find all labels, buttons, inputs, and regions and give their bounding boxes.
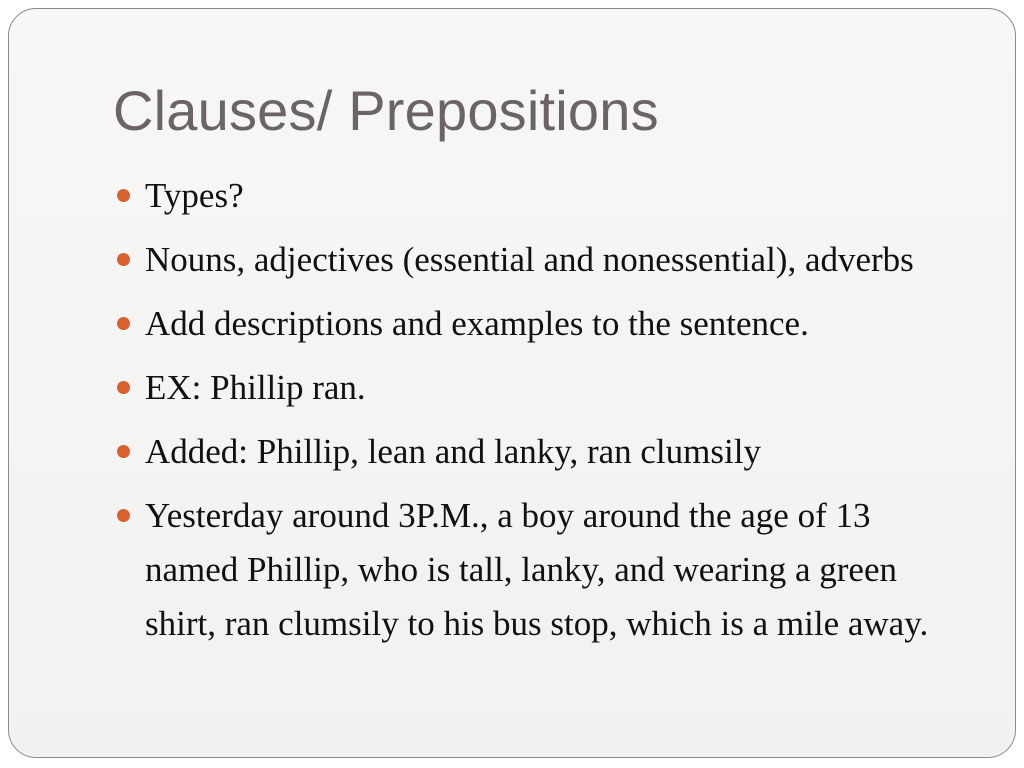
slide-title: Clauses/ Prepositions (113, 79, 659, 142)
bullet-dot-icon (117, 445, 130, 458)
bullet-text: Types? (145, 176, 244, 215)
bullet-text: Nouns, adjectives (essential and nonessential), adverbs (145, 240, 914, 279)
bullet-dot-icon (117, 317, 130, 330)
bullet-dot-icon (117, 509, 130, 522)
bullet-item (117, 297, 947, 351)
bullet-text: Add descriptions and examples to the sentence. (145, 304, 809, 343)
bullet-item (117, 425, 947, 479)
bullet-dot-icon (117, 381, 130, 394)
bullet-dot-icon (117, 189, 130, 202)
bullet-item (117, 169, 947, 223)
bullet-text: Yesterday around 3P.M., a boy around the age of 13 named Phillip, who is tall, lanky, and wearing a green shirt, ran clumsily to his bus stop, which is a mile away. (145, 496, 929, 643)
bullet-dot-icon (117, 253, 130, 266)
bullet-item (117, 489, 947, 651)
bullet-item (117, 233, 947, 287)
bullet-text: EX: Phillip ran. (145, 368, 366, 407)
bullet-list (117, 169, 947, 661)
slide-frame (8, 8, 1016, 758)
bullet-text: Added: Phillip, lean and lanky, ran clumsily (145, 432, 761, 471)
bullet-item (117, 361, 947, 415)
